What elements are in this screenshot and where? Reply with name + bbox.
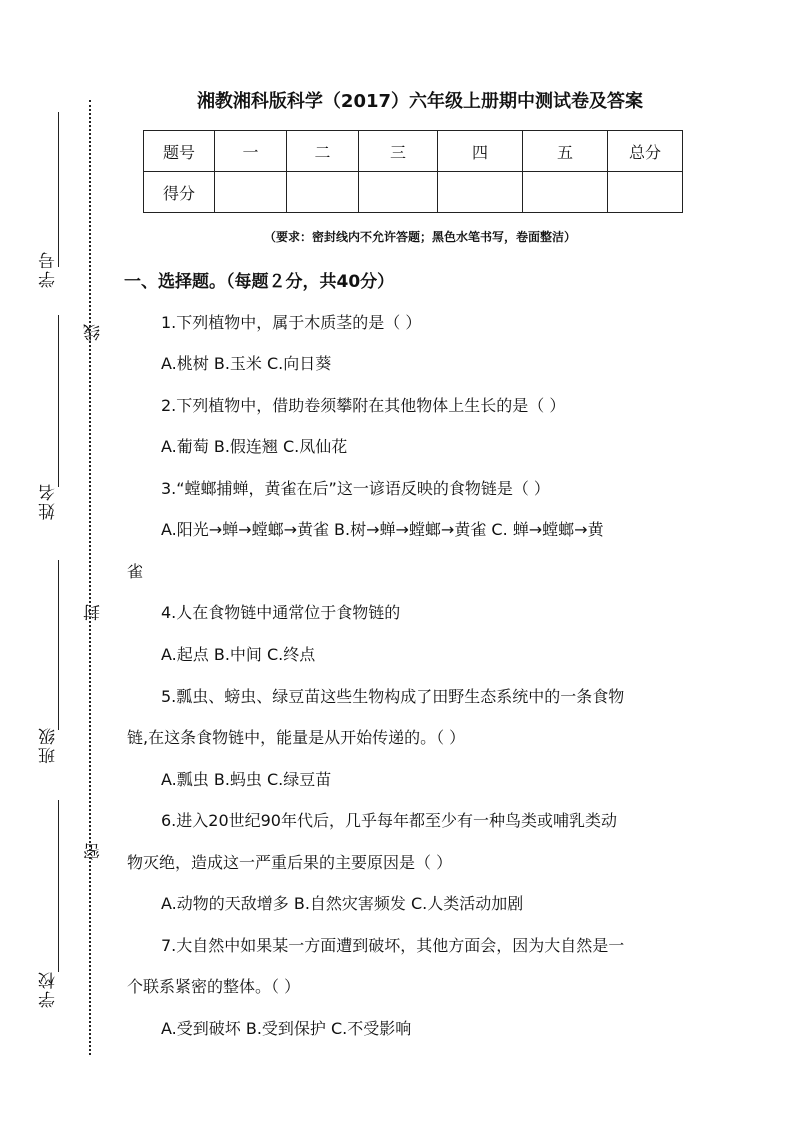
score-cell[interactable] (287, 172, 359, 213)
question-line: 4.人在食物链中通常位于食物链的 (161, 603, 401, 622)
question-line-continuation: 物灭绝，造成这一严重后果的主要原因是（ ） (127, 853, 453, 872)
question-line-continuation: 个联系紧密的整体。（ ） (127, 977, 301, 996)
option-line-continuation: 雀 (127, 562, 144, 581)
total-header: 总分 (608, 131, 683, 172)
name-line (58, 315, 59, 487)
column-1-header: 一 (215, 131, 287, 172)
school-line (58, 800, 59, 972)
student-id-label: 学号 (39, 250, 59, 288)
score-cell[interactable] (359, 172, 438, 213)
question-line: 6.进入20世纪90年代后，几乎每年都至少有一种鸟类或哺乳类动 (161, 811, 617, 830)
total-score-cell[interactable] (608, 172, 683, 213)
column-3-header: 三 (359, 131, 438, 172)
score-cell[interactable] (523, 172, 608, 213)
question-line: 2.下列植物中，借助卷须攀附在其他物体上生长的是（ ） (161, 396, 566, 415)
question-line: 1.下列植物中，属于木质茎的是（ ） (161, 313, 422, 332)
question-line: 5.瓢虫、螃虫、绿豆苗这些生物构成了田野生态系统中的一条食物 (161, 687, 625, 706)
name-label: 姓名 (39, 482, 59, 520)
question-line: 3.“螳螂捕蝉，黄雀在后”这一谚语反映的食物链是（ ） (161, 479, 550, 498)
option-line: A.阳光→蝉→螳螂→黄雀 B.树→蝉→螳螂→黄雀 C. 蝉→螳螂→黄 (161, 520, 604, 539)
page-title: 湘教湘科版科学（2017）六年级上册期中测试卷及答案 (196, 91, 644, 112)
school-label: 学校 (39, 970, 59, 1008)
question-line-continuation: 链,在这条食物链中，能量是从开始传递的。（ ） (127, 728, 466, 747)
score-table-score-row (144, 172, 683, 213)
student-id-line (58, 112, 59, 267)
score-cell[interactable] (438, 172, 523, 213)
score-cell[interactable] (215, 172, 287, 213)
option-line: A.动物的天敌增多 B.自然灾害频发 C.人类活动加剧 (161, 894, 524, 913)
seal-dotted-line (89, 100, 91, 1055)
seal-char-line: 线 (84, 324, 104, 341)
option-line: A.受到破坏 B.受到保护 C.不受影响 (161, 1019, 412, 1038)
seal-char-secret: 密 (84, 843, 104, 860)
option-line: A.瓢虫 B.蚂虫 C.绿豆苗 (161, 770, 332, 789)
option-line: A.起点 B.中间 C.终点 (161, 645, 316, 664)
column-4-header: 四 (438, 131, 523, 172)
header-label-cell: 题号 (144, 131, 215, 172)
seal-char-seal: 封 (84, 604, 104, 621)
class-line (58, 560, 59, 730)
score-table-header-row (144, 131, 683, 172)
column-5-header: 五 (523, 131, 608, 172)
score-label-cell: 得分 (144, 172, 215, 213)
exam-requirement-note: （要求：密封线内不允许答题；黑色水笔书写，卷面整洁） (263, 230, 576, 244)
option-line: A.葡萄 B.假连翘 C.凤仙花 (161, 437, 348, 456)
section-title: 一、选择题。（每题２分，共40分） (124, 272, 395, 292)
option-line: A.桃树 B.玉米 C.向日葵 (161, 354, 332, 373)
column-2-header: 二 (287, 131, 359, 172)
class-label: 班级 (39, 726, 59, 764)
question-line: 7.大自然中如果某一方面遭到破坏，其他方面会，因为大自然是一 (161, 936, 625, 955)
score-table (143, 130, 683, 213)
